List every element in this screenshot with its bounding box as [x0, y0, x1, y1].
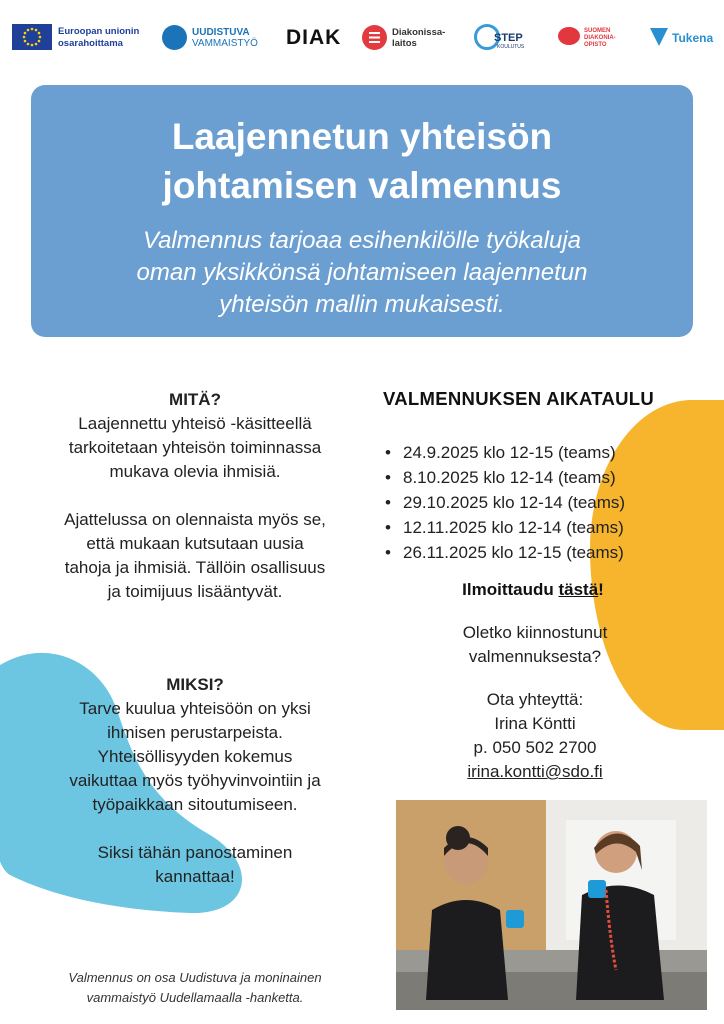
signup-suffix: !	[598, 580, 604, 599]
suomen-diakoniaopisto-logo-icon	[558, 27, 580, 45]
what-section	[30, 388, 360, 604]
schedule-item: • 24.9.2025 klo 12-15 (teams)	[383, 440, 625, 465]
diakonissalaitos-logo-text: Diakonissa- laitos	[392, 27, 446, 49]
interest-question: Oletko kiinnostunut valmennuksesta?	[462, 623, 608, 666]
contact-intro: Ota yhteyttä:	[486, 690, 584, 709]
diak-logo: DIAK	[286, 26, 342, 49]
what-paragraph-2: Ajattelussa on olennaista myös se, että mukaan kutsutaan uusia tahoja ja ihmisiä. Tällöin osallisuus ja toimijuus lisääntyvät.	[64, 510, 326, 601]
uudistuva-vammaistyo-logo-text: UUDISTUVA VAMMAISTYÖ	[192, 27, 258, 49]
what-paragraph-1: Laajennettu yhteisö -käsitteellä tarkoitetaan yhteisön toiminnassa mukava olevia ihmisiä.	[68, 414, 322, 481]
contact-phone: p. 050 502 2700	[473, 738, 597, 757]
page-title: Laajennetun yhteisön johtamisen valmennus	[162, 116, 562, 206]
diakonissalaitos-logo-icon	[362, 25, 387, 50]
contact-name: Irina Köntti	[494, 714, 576, 733]
what-heading: MITÄ?	[169, 390, 221, 409]
uudistuva-vammaistyo-logo-icon	[162, 25, 187, 50]
eu-funding-text: Euroopan unionin osarahoittama	[58, 26, 140, 49]
why-section	[30, 673, 360, 889]
step-logo-subtext: KOULUTUS	[497, 44, 525, 50]
signup-link[interactable]: tästä	[558, 580, 599, 599]
contact-email-link[interactable]: irina.kontti@sdo.fi	[467, 762, 603, 781]
page-subtitle: Valmennus tarjoaa esihenkilölle työkaluja oman yksikkönsä johtamiseen laajennetun yhteisön mallin mukaisesti.	[136, 227, 588, 318]
schedule-item: • 29.10.2025 klo 12-14 (teams)	[383, 490, 625, 515]
why-paragraph-2: Siksi tähän panostaminen kannattaa!	[97, 843, 293, 886]
schedule-item: • 26.11.2025 klo 12-15 (teams)	[383, 540, 625, 565]
tukena-logo-text: Tukena	[672, 31, 714, 45]
suomen-diakoniaopisto-logo-text: SUOMEN DIAKONIA- OPISTO	[584, 28, 616, 48]
why-heading: MIKSI?	[166, 675, 224, 694]
signup-prefix: Ilmoittaudu	[462, 580, 559, 599]
schedule-list	[383, 440, 625, 565]
tukena-logo-icon	[650, 28, 668, 46]
eu-flag-logo	[12, 24, 52, 50]
photo-two-women-with-mugs	[396, 800, 707, 1010]
schedule-title: VALMENNUKSEN AIKATAULU	[383, 388, 655, 409]
signup-line	[383, 580, 683, 600]
footer-note: Valmennus on osa Uudistuva ja moninainen vammaistyö Uudellamaalla -hanketta.	[68, 970, 322, 1005]
schedule-item: • 12.11.2025 klo 12-14 (teams)	[383, 515, 625, 540]
contact-info	[420, 688, 650, 784]
step-logo-text: STEP	[494, 32, 523, 44]
schedule-item: • 8.10.2025 klo 12-14 (teams)	[383, 465, 625, 490]
why-paragraph-1: Tarve kuulua yhteisöön on yksi ihmisen perustarpeista. Yhteisöllisyyden kokemus vaikuttaa myös työhyvinvointiin ja työpaikkaan sitoutumiseen.	[69, 699, 321, 814]
